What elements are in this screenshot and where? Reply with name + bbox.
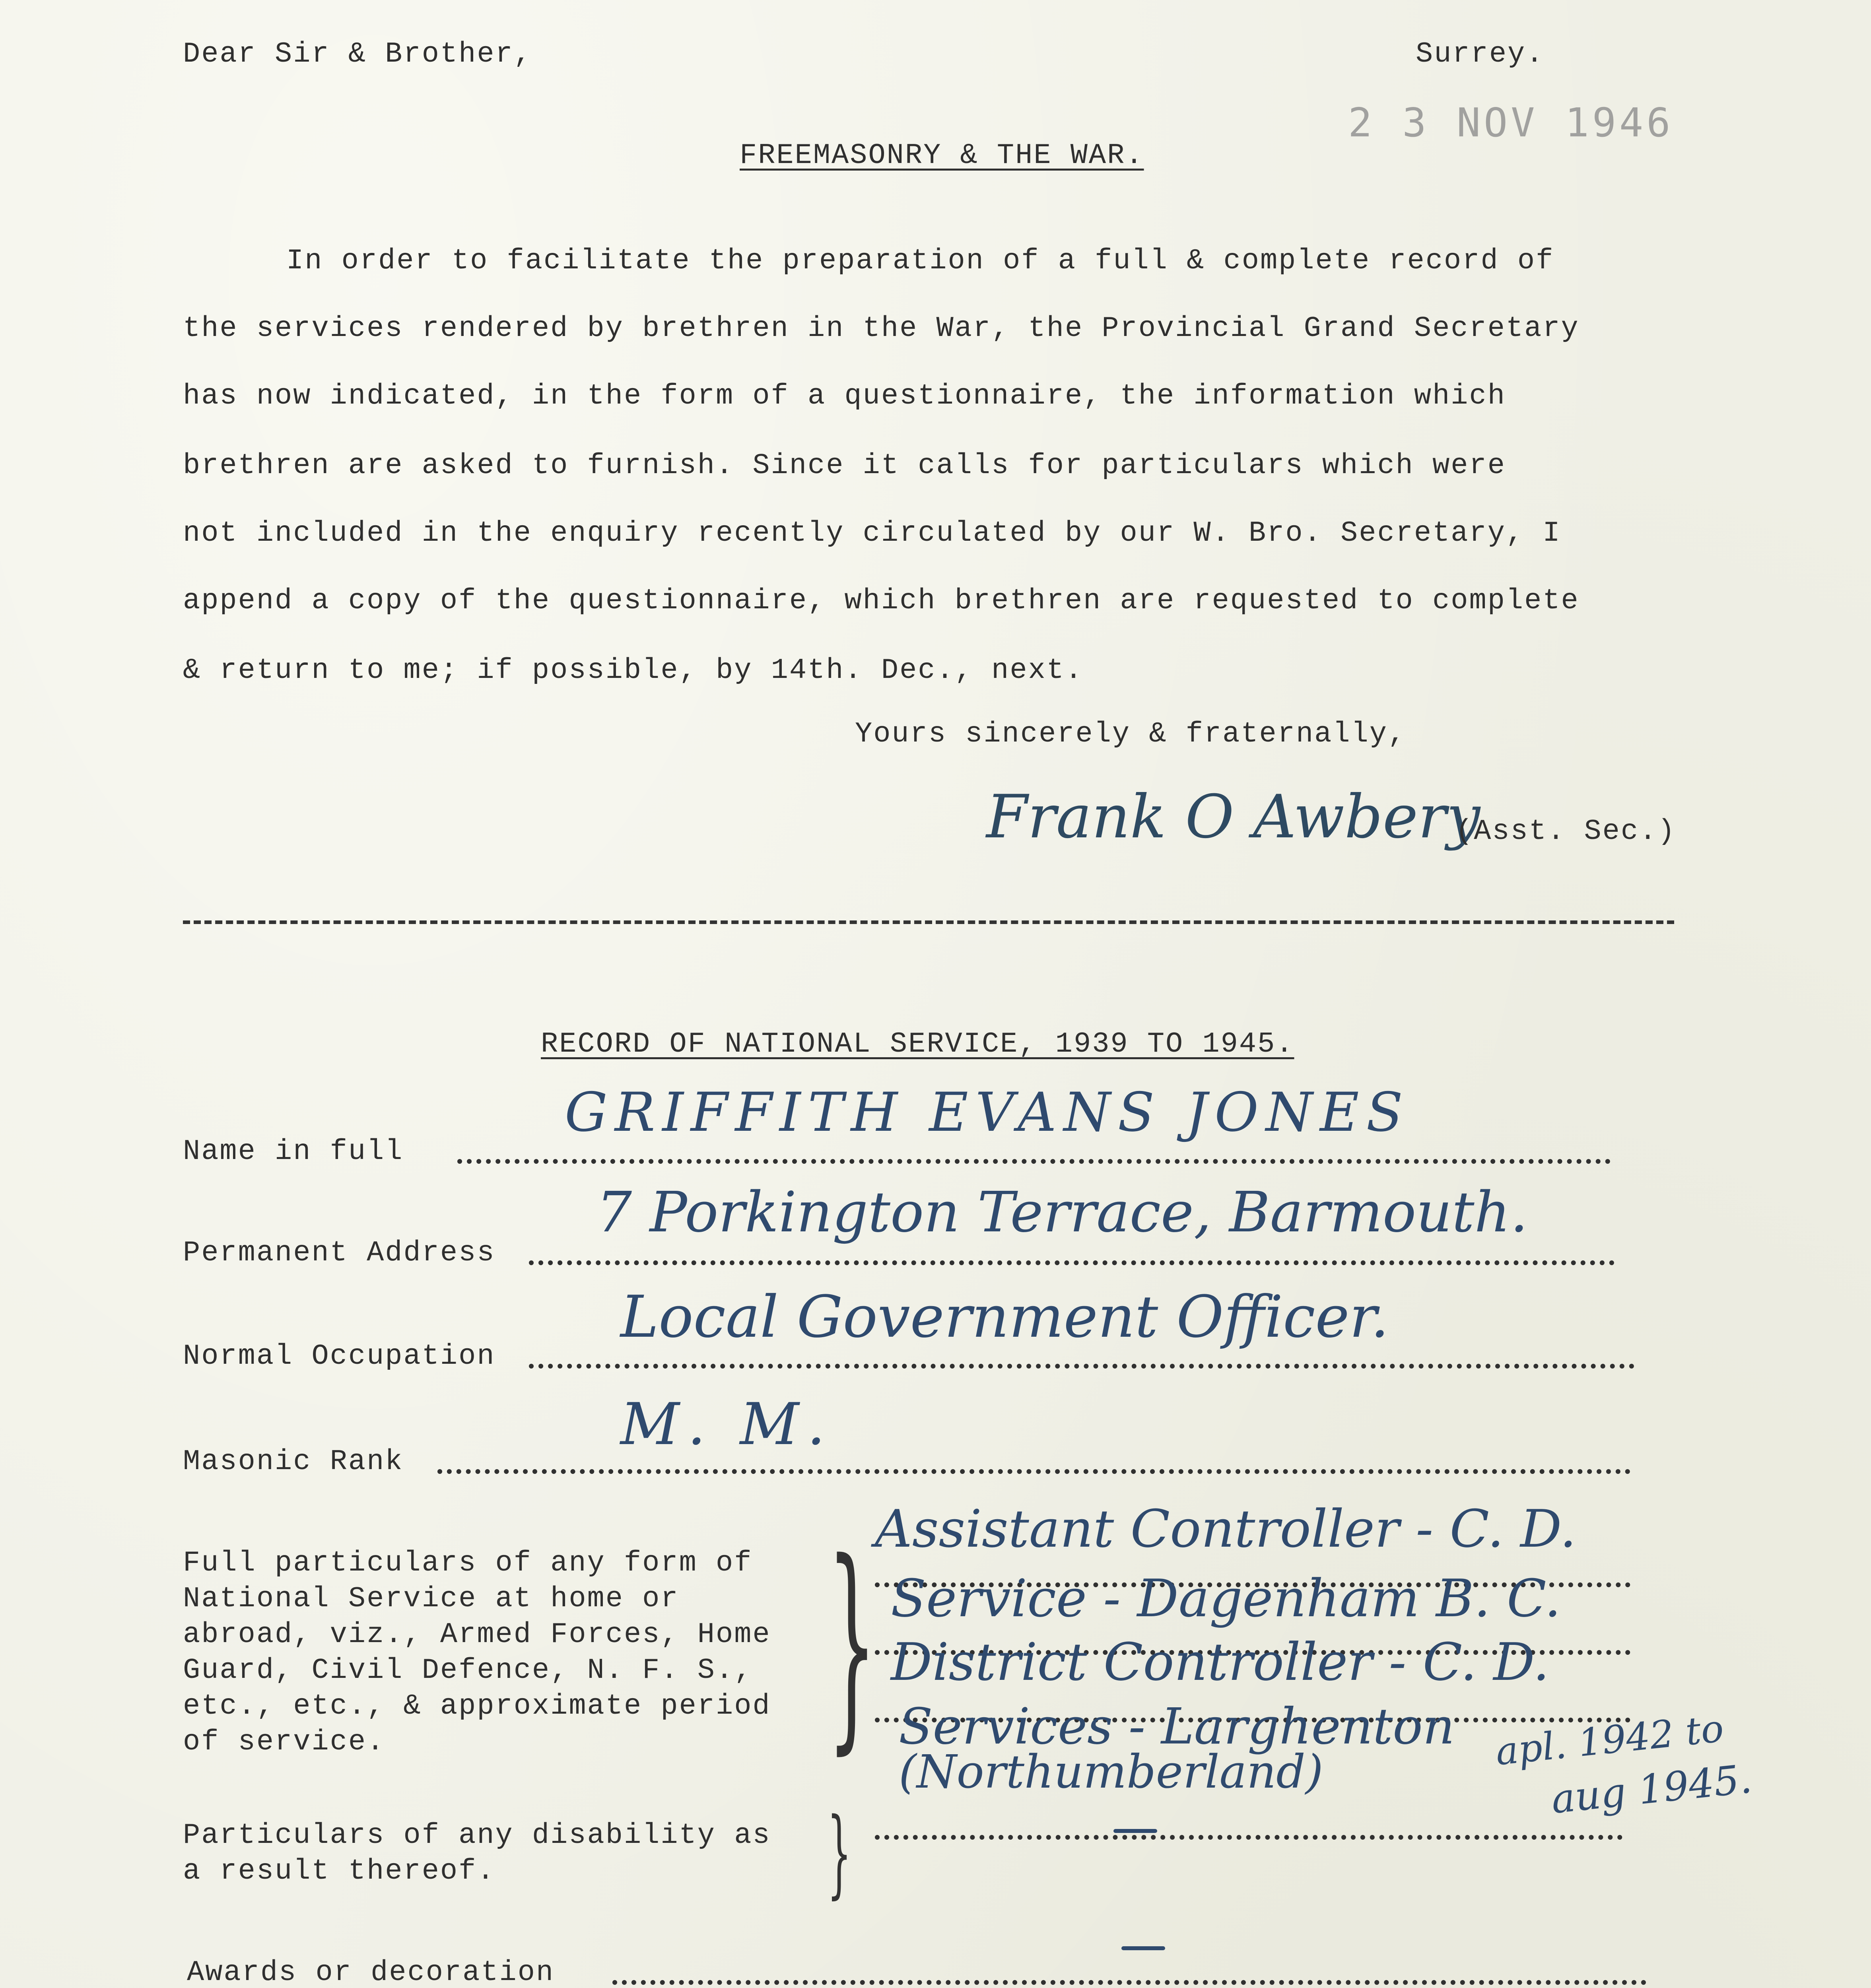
service-label-line: abroad, viz., Armed Forces, Home [183, 1618, 771, 1651]
service-label-line: Guard, Civil Defence, N. F. S., [183, 1654, 753, 1687]
service-value-line: (Northumberland) [899, 1745, 1323, 1799]
body-line: not included in the enquiry recently circulated by our W. Bro. Secretary, I [183, 517, 1561, 549]
address-label: Permanent Address [183, 1237, 495, 1269]
rank-value: M. M. [620, 1391, 833, 1458]
body-line: the services rendered by brethren in the War, the Provincial Grand Secretary [183, 312, 1580, 345]
rank-label: Masonic Rank [183, 1445, 404, 1478]
signer-title: (Asst. Sec.) [1455, 815, 1676, 848]
brace: } [827, 1514, 877, 1774]
service-value-line: Services - Larghenton [899, 1698, 1455, 1755]
separator-rule [183, 920, 1674, 924]
salutation: Dear Sir & Brother, [183, 38, 532, 70]
service-value-line: Service - Dagenham B. C. [891, 1568, 1561, 1629]
disability-label-line: a result thereof. [183, 1855, 495, 1887]
service-label-line: National Service at home or [183, 1582, 679, 1615]
nil-dash [1113, 1829, 1157, 1833]
dotted-line [529, 1260, 1615, 1265]
service-period-line: apl. 1942 to [1493, 1706, 1726, 1774]
closing: Yours sincerely & fraternally, [855, 718, 1407, 750]
awards-label: Awards or decoration [187, 1956, 555, 1988]
service-value-line: District Controller - C. D. [891, 1632, 1550, 1692]
service-label-line: Full particulars of any form of [183, 1547, 753, 1579]
dotted-line [437, 1469, 1630, 1474]
service-value-line: Assistant Controller - C. D. [875, 1499, 1576, 1559]
service-label-line: etc., etc., & approximate period [183, 1690, 771, 1722]
dotted-line [612, 1980, 1646, 1985]
occupation-label: Normal Occupation [183, 1340, 495, 1373]
letter-heading: FREEMASONRY & THE WAR. [740, 139, 1144, 172]
body-line: brethren are asked to furnish. Since it calls for particulars which were [183, 449, 1506, 482]
address-value: 7 Porkington Terrace, Barmouth. [596, 1180, 1528, 1245]
dotted-line [529, 1364, 1634, 1369]
disability-label-line: Particulars of any disability as [183, 1819, 771, 1852]
occupation-value: Local Government Officer. [620, 1283, 1389, 1351]
name-label: Name in full [183, 1135, 404, 1168]
service-period-line: aug 1945. [1549, 1755, 1754, 1823]
body-line: append a copy of the questionnaire, which brethren are requested to complete [183, 584, 1580, 617]
body-line: & return to me; if possible, by 14th. Dec., next. [183, 654, 1084, 687]
nil-dash [1121, 1946, 1165, 1950]
name-value: GRIFFITH EVANS JONES [565, 1081, 1411, 1143]
body-line: In order to facilitate the preparation of a full & complete record of [286, 245, 1554, 277]
date-stamp: 2 3 NOV 1946 [1348, 99, 1674, 146]
body-line: has now indicated, in the form of a questionnaire, the information which [183, 380, 1506, 412]
signature: Frank O Awbery [986, 782, 1480, 852]
service-label-line: of service. [183, 1726, 385, 1758]
dotted-line [457, 1159, 1611, 1164]
form-title: RECORD OF NATIONAL SERVICE, 1939 TO 1945. [541, 1028, 1294, 1060]
brace: } [827, 1797, 852, 1908]
dotted-line [875, 1835, 1622, 1840]
place-name: Surrey. [1416, 38, 1545, 70]
